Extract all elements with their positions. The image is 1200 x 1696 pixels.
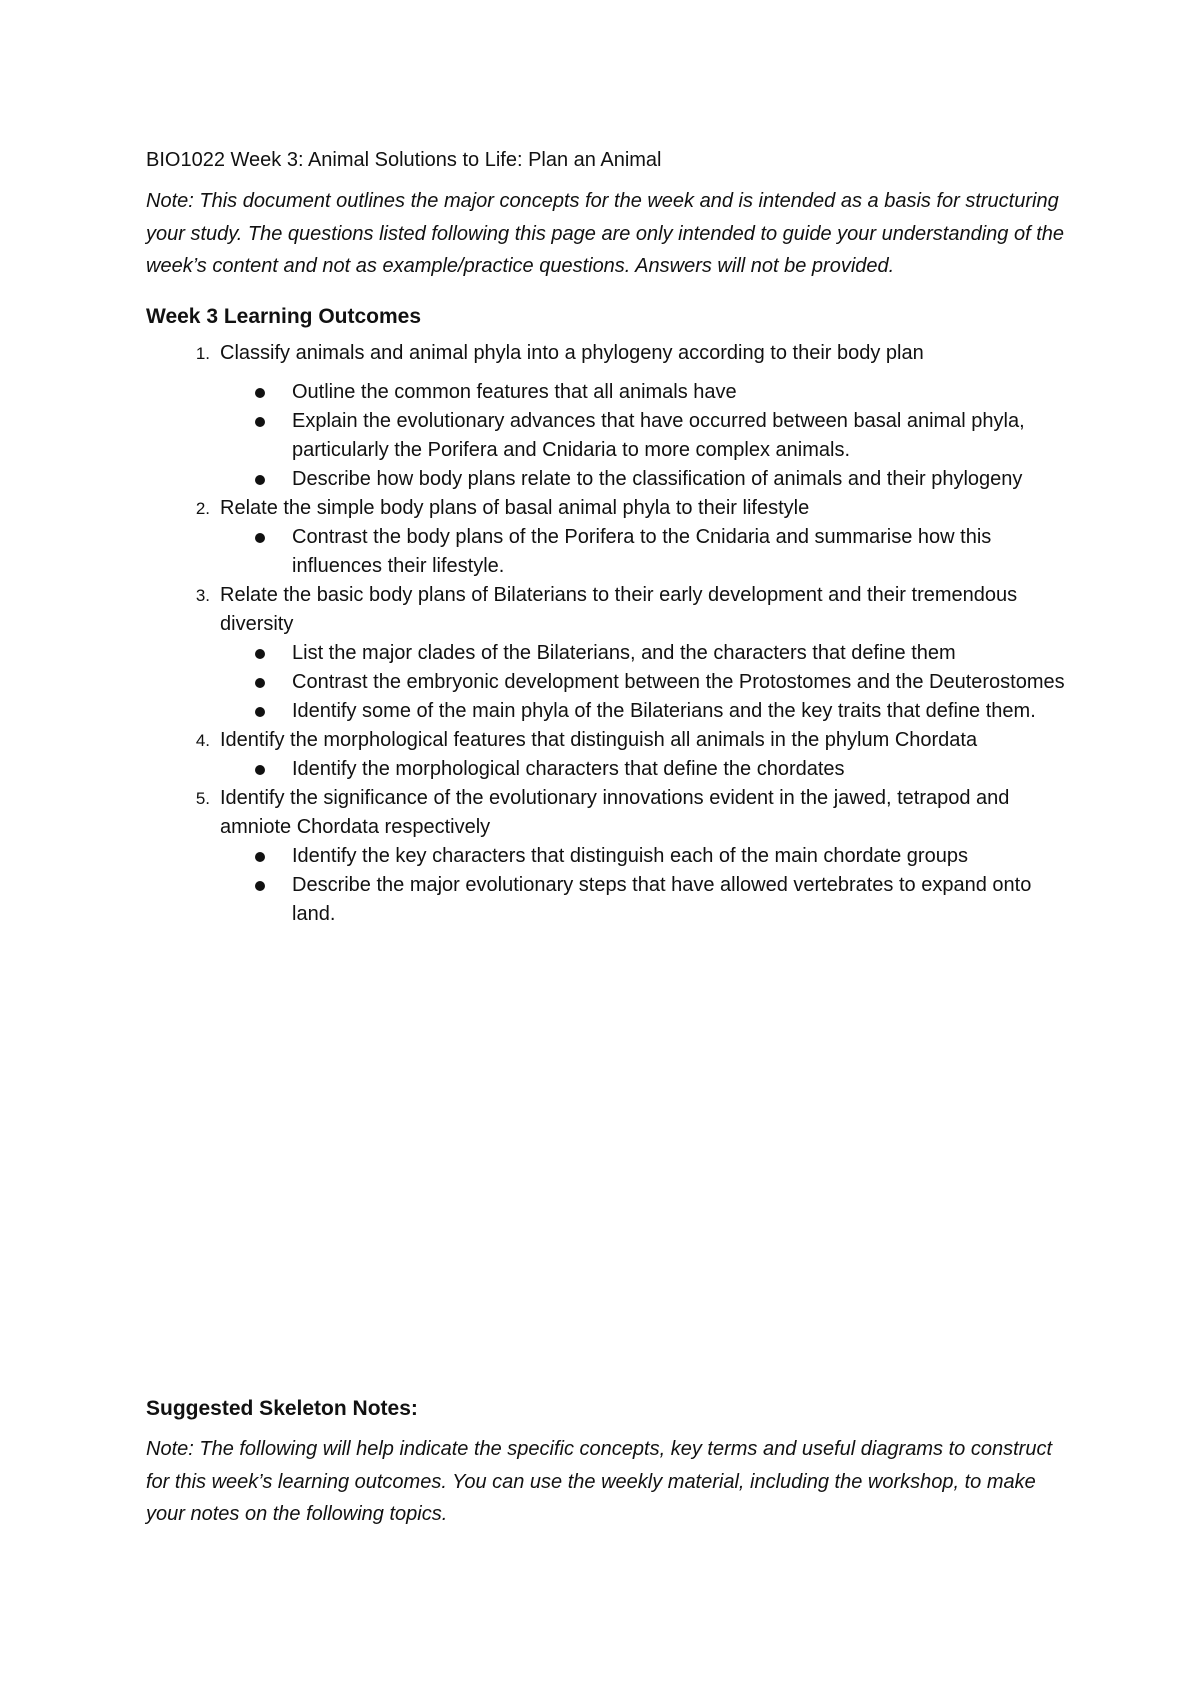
outcome-bullet: Contrast the embryonic development between the Protostomes and the Deuterostomes <box>219 668 1066 697</box>
outcome-sub-list <box>220 755 1066 784</box>
outcome-bullet: Identify the key characters that distinguish each of the main chordate groups <box>219 842 1066 871</box>
outcome-bullet: Outline the common features that all animals have <box>219 378 1066 407</box>
outcome-bullet: Contrast the body plans of the Porifera to the Cnidaria and summarise how this influences their lifestyle. <box>219 523 1066 581</box>
outcome-sub-list <box>220 523 1066 581</box>
outcome-text: Identify the significance of the evolutionary innovations evident in the jawed, tetrapod and amniote Chordata respectively <box>220 786 1010 838</box>
outcome-text: Classify animals and animal phyla into a phylogeny according to their body plan <box>220 341 924 364</box>
outcome-item <box>146 581 1066 726</box>
outcome-number: 3. <box>195 585 210 605</box>
outcome-sub-list <box>220 639 1066 726</box>
outcome-number: 2. <box>195 498 210 518</box>
document-title: BIO1022 Week 3: Animal Solutions to Life: Plan an Animal <box>146 149 662 171</box>
outcome-bullet: Explain the evolutionary advances that have occurred between basal animal phyla, particularly the Porifera and Cnidaria to more complex animals. <box>219 407 1066 465</box>
outcome-text: Identify the morphological features that distinguish all animals in the phylum Chordata <box>220 728 978 751</box>
outcome-sub-list <box>220 378 1066 494</box>
learning-outcomes-list <box>146 339 1066 929</box>
outcome-text: Relate the simple body plans of basal animal phyla to their lifestyle <box>220 496 810 519</box>
outcome-bullet: Identify some of the main phyla of the Bilaterians and the key traits that define them. <box>219 697 1066 726</box>
document-body <box>146 146 1066 929</box>
skeleton-notes-note: Note: The following will help indicate the specific concepts, key terms and useful diagrams to construct for this week’s learning outcomes. You can use the weekly material, including the workshop, to make your notes on the following topics. <box>146 1438 1052 1525</box>
outcome-item <box>146 494 1066 581</box>
outcome-number: 4. <box>195 730 210 750</box>
outcome-bullet: Describe how body plans relate to the classification of animals and their phylogeny <box>219 465 1066 494</box>
outcome-item <box>146 726 1066 784</box>
outcome-item <box>146 784 1066 929</box>
intro-note: Note: This document outlines the major concepts for the week and is intended as a basis for structuring your study. The questions listed following this page are only intended to guide your understanding of the week’s content and not as example/practice questions. Answers will not be provided. <box>146 190 1064 277</box>
outcome-bullet: Identify the morphological characters that define the chordates <box>219 755 1066 784</box>
outcome-number: 1. <box>195 343 210 363</box>
skeleton-notes-heading: Suggested Skeleton Notes: <box>146 1397 418 1420</box>
skeleton-notes-section <box>146 1393 1066 1531</box>
learning-outcomes-heading: Week 3 Learning Outcomes <box>146 304 422 328</box>
outcome-text: Relate the basic body plans of Bilaterians to their early development and their tremendous diversity <box>220 583 1018 635</box>
outcome-sub-list <box>220 842 1066 929</box>
outcome-bullet: List the major clades of the Bilaterians, and the characters that define them <box>219 639 1066 668</box>
outcome-number: 5. <box>195 788 210 808</box>
outcome-item <box>146 339 1066 494</box>
outcome-bullet: Describe the major evolutionary steps that have allowed vertebrates to expand onto land. <box>219 871 1066 929</box>
